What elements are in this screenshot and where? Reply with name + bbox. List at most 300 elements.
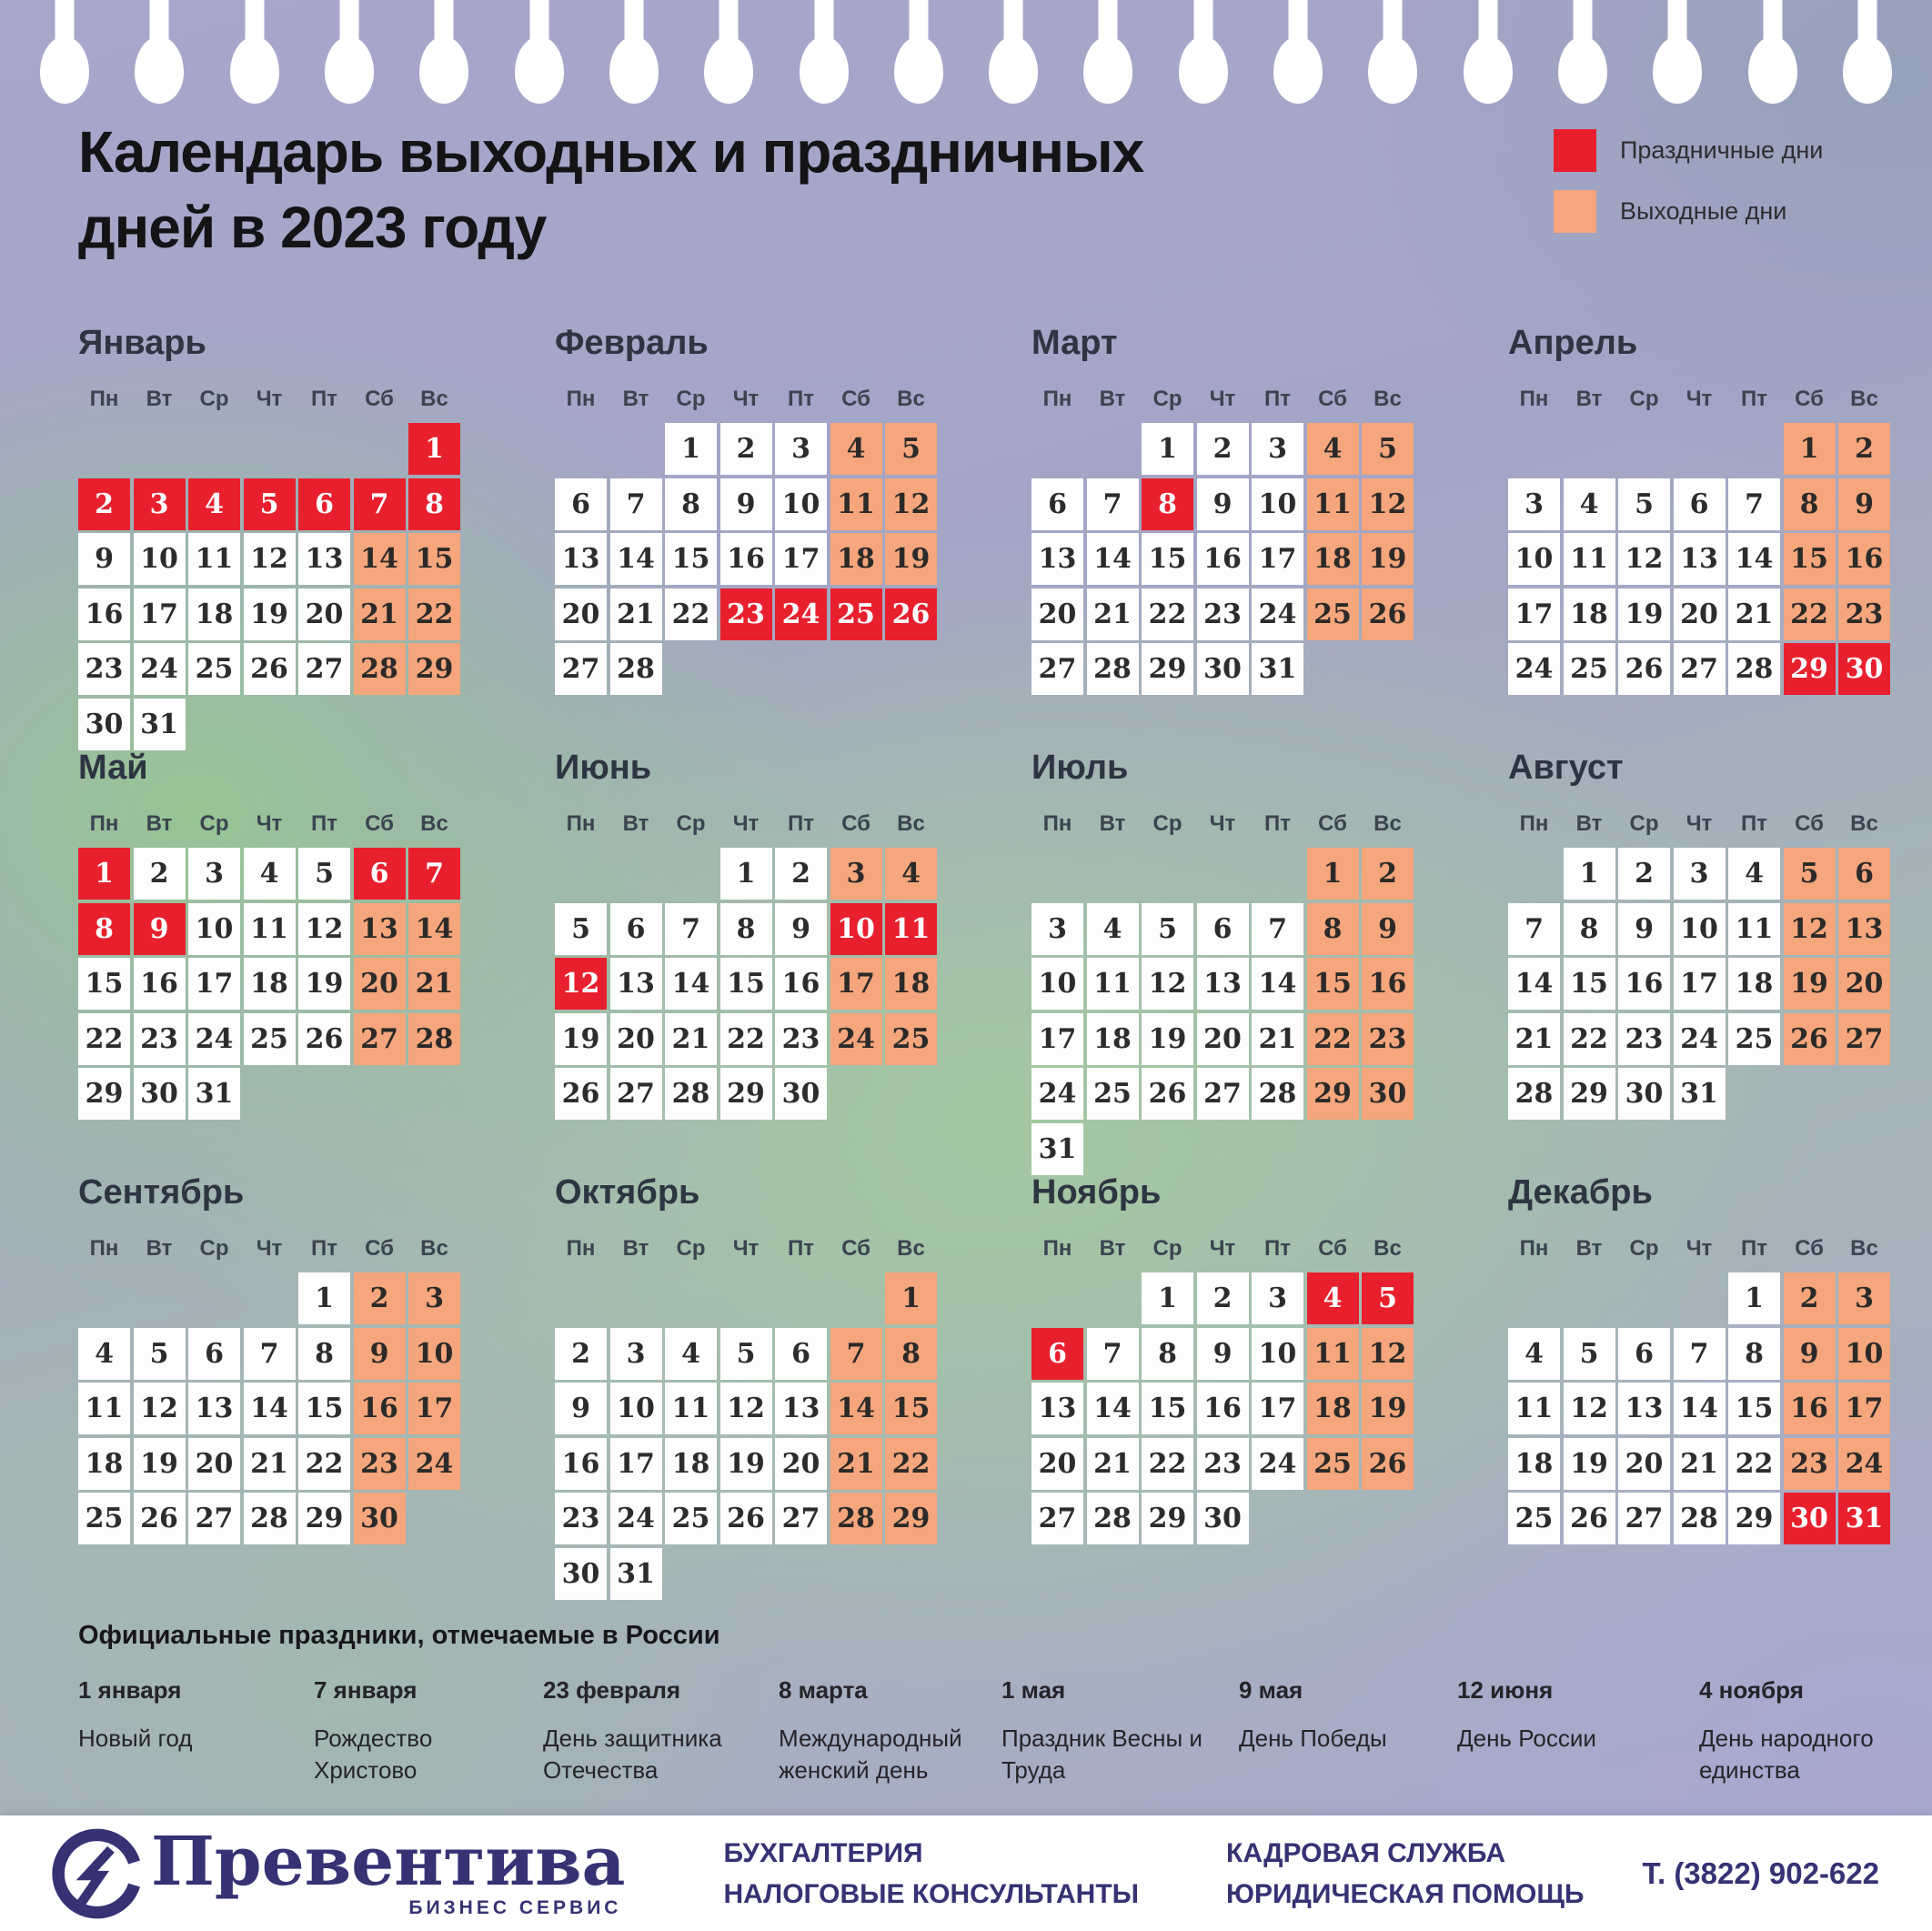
- day-cell-work: 2: [1618, 848, 1670, 900]
- day-cell-weekend: 12: [1362, 1328, 1414, 1380]
- day-cell-weekend: 18: [885, 958, 937, 1010]
- day-cell-work: 30: [134, 1068, 186, 1120]
- day-cell-work: 17: [188, 958, 240, 1010]
- day-cell-weekend: 27: [1838, 1013, 1890, 1065]
- day-cell-work: 15: [1728, 1383, 1780, 1434]
- day-cell-weekend: 16: [1838, 533, 1890, 585]
- binding-pin: [230, 0, 279, 104]
- day-cell-work: 30: [78, 699, 130, 750]
- day-cell-weekend: 8: [1784, 478, 1836, 530]
- day-cell-work: 27: [1031, 643, 1083, 695]
- weekday-label: Вт: [146, 387, 173, 411]
- day-cell-work: 1: [1142, 1272, 1193, 1324]
- day-cell-work: 27: [1197, 1068, 1249, 1120]
- day-cell-work: 20: [1618, 1438, 1670, 1490]
- weekday-label: Вт: [1099, 811, 1126, 836]
- weekday-label: Пт: [787, 387, 814, 411]
- footer: [0, 1815, 1932, 1931]
- day-cell-work: 5: [298, 848, 350, 900]
- legend-item-holidays: [1554, 129, 1854, 172]
- day-cell-work: 16: [775, 958, 827, 1010]
- day-cell-weekend: 20: [354, 958, 406, 1010]
- day-cell-holiday: 6: [298, 478, 350, 530]
- day-cell-work: 22: [78, 1013, 130, 1065]
- weekday-label: Сб: [841, 387, 870, 411]
- weekday-label: Вс: [1850, 1236, 1878, 1261]
- day-cell-weekend: 10: [1838, 1328, 1890, 1380]
- day-cell-work: 10: [188, 903, 240, 955]
- day-cell-work: 30: [775, 1068, 827, 1120]
- day-cell-work: 18: [665, 1438, 717, 1490]
- day-cell-work: 1: [720, 848, 772, 900]
- weekday-header-row: [78, 1236, 460, 1262]
- day-cell-weekend: 8: [1307, 903, 1359, 955]
- day-cell-work: 27: [555, 643, 607, 695]
- day-cell-work: 18: [244, 958, 296, 1010]
- day-cell-work: 21: [665, 1013, 717, 1065]
- days-grid: [1508, 1272, 1890, 1544]
- empty-cell: [78, 423, 130, 475]
- binding-pin: [704, 0, 753, 104]
- day-cell-work: 2: [1197, 1272, 1249, 1324]
- day-cell-work: 24: [1674, 1013, 1726, 1065]
- holiday-item: [779, 1676, 1001, 1786]
- preventiva-logo-icon: [51, 1826, 146, 1921]
- service-hr-legal: [1226, 1833, 1584, 1915]
- weekday-label: Сб: [841, 811, 870, 836]
- day-cell-weekend: 6: [1838, 848, 1890, 900]
- day-cell-work: 11: [244, 903, 296, 955]
- page-title-line1: Календарь выходных и праздничных: [78, 119, 1144, 185]
- day-cell-weekend: 13: [354, 903, 406, 955]
- day-cell-work: 10: [1674, 903, 1726, 955]
- day-cell-work: 11: [665, 1383, 717, 1434]
- day-cell-weekend: 9: [354, 1328, 406, 1380]
- empty-cell: [1197, 848, 1249, 900]
- day-cell-weekend: 25: [1307, 1438, 1359, 1490]
- empty-cell: [244, 423, 296, 475]
- day-cell-work: 22: [720, 1013, 772, 1065]
- day-cell-holiday: 23: [720, 588, 772, 640]
- weekday-label: Чт: [732, 811, 760, 836]
- weekday-header-row: [555, 387, 937, 412]
- day-cell-work: 15: [298, 1383, 350, 1434]
- day-cell-work: 10: [1252, 1328, 1303, 1380]
- month-september: [78, 1173, 460, 1598]
- day-cell-work: 17: [610, 1438, 662, 1490]
- day-cell-work: 28: [665, 1068, 717, 1120]
- day-cell-work: 1: [1142, 423, 1193, 475]
- weekday-label: Пт: [1263, 387, 1291, 411]
- day-cell-weekend: 20: [1838, 958, 1890, 1010]
- day-cell-work: 17: [1674, 958, 1726, 1010]
- day-cell-weekend: 19: [1362, 533, 1414, 585]
- weekday-label: Чт: [256, 811, 283, 836]
- day-cell-work: 19: [298, 958, 350, 1010]
- day-cell-work: 3: [775, 423, 827, 475]
- weekday-label: Ср: [1629, 811, 1659, 836]
- day-cell-work: 24: [1252, 1438, 1303, 1490]
- day-cell-work: 13: [188, 1383, 240, 1434]
- weekday-label: Пн: [1042, 811, 1072, 836]
- day-cell-work: 30: [1197, 643, 1249, 695]
- day-cell-work: 22: [1142, 1438, 1193, 1490]
- day-cell-work: 27: [1674, 643, 1726, 695]
- day-cell-weekend: 12: [885, 478, 937, 530]
- day-cell-weekend: 26: [1784, 1013, 1836, 1065]
- service-line: БУХГАЛТЕРИЯ: [723, 1837, 923, 1868]
- preventiva-logo: [51, 1822, 626, 1921]
- day-cell-work: 18: [1087, 1013, 1139, 1065]
- day-cell-work: 18: [1508, 1438, 1560, 1490]
- empty-cell: [78, 1272, 130, 1324]
- day-cell-work: 16: [78, 588, 130, 640]
- holiday-name: День России: [1457, 1725, 1596, 1752]
- day-cell-work: 28: [1728, 643, 1780, 695]
- weekday-header-row: [1031, 387, 1414, 412]
- day-cell-work: 21: [1087, 1438, 1139, 1490]
- day-cell-work: 3: [1031, 903, 1083, 955]
- day-cell-weekend: 18: [830, 533, 882, 585]
- binding-pin: [135, 0, 184, 104]
- weekday-label: Сб: [1795, 811, 1824, 836]
- day-cell-work: 25: [78, 1493, 130, 1544]
- empty-cell: [1618, 423, 1670, 475]
- day-cell-work: 22: [665, 588, 717, 640]
- month-title-august: Август: [1508, 749, 1624, 787]
- day-cell-work: 29: [720, 1068, 772, 1120]
- day-cell-weekend: 2: [1784, 1272, 1836, 1324]
- weekday-label: Пн: [1042, 387, 1072, 411]
- weekday-label: Чт: [256, 1236, 283, 1261]
- weekday-label: Сб: [365, 1236, 394, 1261]
- legend-label-weekends: Выходные дни: [1620, 197, 1787, 225]
- binding-pin: [609, 0, 659, 104]
- weekday-label: Чт: [1209, 811, 1236, 836]
- month-february: [555, 324, 937, 749]
- weekday-label: Ср: [1152, 811, 1182, 836]
- day-cell-work: 13: [1031, 533, 1083, 585]
- day-cell-work: 6: [555, 478, 607, 530]
- logo-subtext: БИЗНЕС СЕРВИС: [408, 1896, 622, 1918]
- day-cell-weekend: 17: [408, 1383, 460, 1434]
- day-cell-work: 9: [555, 1383, 607, 1434]
- day-cell-work: 25: [1087, 1068, 1139, 1120]
- day-cell-weekend: 16: [1362, 958, 1414, 1010]
- day-cell-weekend: 1: [885, 1272, 937, 1324]
- weekday-label: Пн: [89, 387, 119, 411]
- service-line: ЮРИДИЧЕСКАЯ ПОМОЩЬ: [1226, 1878, 1585, 1909]
- holiday-date: 1 января: [78, 1676, 182, 1704]
- empty-cell: [720, 1272, 772, 1324]
- day-cell-work: 6: [1197, 903, 1249, 955]
- day-cell-weekend: 3: [1838, 1272, 1890, 1324]
- day-cell-work: 4: [1508, 1328, 1560, 1380]
- day-cell-work: 16: [134, 958, 186, 1010]
- weekday-label: Вс: [897, 811, 925, 836]
- weekday-label: Вс: [897, 1236, 925, 1261]
- day-cell-weekend: 5: [885, 423, 937, 475]
- day-cell-holiday: 8: [408, 478, 460, 530]
- day-cell-work: 28: [1252, 1068, 1303, 1120]
- day-cell-weekend: 9: [1362, 903, 1414, 955]
- day-cell-work: 25: [1728, 1013, 1780, 1065]
- weekday-label: Пт: [310, 387, 337, 411]
- day-cell-work: 14: [1087, 533, 1139, 585]
- month-title-march: Март: [1031, 324, 1118, 362]
- day-cell-work: 7: [1252, 903, 1303, 955]
- months-grid: [78, 324, 1890, 1598]
- empty-cell: [665, 1272, 717, 1324]
- weekday-header-row: [78, 811, 460, 837]
- day-cell-work: 27: [1618, 1493, 1670, 1544]
- day-cell-work: 13: [1031, 1383, 1083, 1434]
- day-cell-work: 29: [1564, 1068, 1615, 1120]
- day-cell-work: 11: [1728, 903, 1780, 955]
- binding-pin: [800, 0, 849, 104]
- day-cell-work: 19: [720, 1438, 772, 1490]
- day-cell-work: 24: [1031, 1068, 1083, 1120]
- day-cell-work: 26: [1618, 643, 1670, 695]
- day-cell-weekend: 16: [354, 1383, 406, 1434]
- day-cell-holiday: 1: [78, 848, 130, 900]
- weekday-label: Сб: [1318, 387, 1347, 411]
- day-cell-holiday: 7: [354, 478, 406, 530]
- day-cell-holiday: 26: [885, 588, 937, 640]
- weekday-label: Ср: [199, 1236, 229, 1261]
- day-cell-work: 27: [1031, 1493, 1083, 1544]
- day-cell-weekend: 14: [830, 1383, 882, 1434]
- empty-cell: [1728, 423, 1780, 475]
- day-cell-weekend: 9: [1838, 478, 1890, 530]
- day-cell-work: 15: [720, 958, 772, 1010]
- day-cell-weekend: 24: [1838, 1438, 1890, 1490]
- day-cell-weekend: 10: [408, 1328, 460, 1380]
- weekday-header-row: [555, 1236, 937, 1262]
- weekday-header-row: [1031, 1236, 1414, 1262]
- day-cell-holiday: 24: [775, 588, 827, 640]
- weekday-label: Пн: [566, 1236, 596, 1261]
- day-cell-work: 3: [610, 1328, 662, 1380]
- weekday-label: Сб: [365, 811, 394, 836]
- day-cell-holiday: 7: [408, 848, 460, 900]
- day-cell-weekend: 25: [885, 1013, 937, 1065]
- empty-cell: [775, 1272, 827, 1324]
- day-cell-weekend: 29: [1307, 1068, 1359, 1120]
- day-cell-work: 20: [610, 1013, 662, 1065]
- day-cell-work: 21: [1252, 1013, 1303, 1065]
- day-cell-work: 28: [1087, 1493, 1139, 1544]
- day-cell-weekend: 15: [885, 1383, 937, 1434]
- day-cell-weekend: 12: [1362, 478, 1414, 530]
- day-cell-work: 31: [188, 1068, 240, 1120]
- day-cell-work: 14: [610, 533, 662, 585]
- binding-pin: [1273, 0, 1323, 104]
- day-cell-weekend: 29: [885, 1493, 937, 1544]
- day-cell-work: 31: [610, 1548, 662, 1600]
- weekday-label: Пт: [1740, 811, 1767, 836]
- day-cell-weekend: 24: [408, 1438, 460, 1490]
- month-title-may: Май: [78, 749, 148, 787]
- weekday-label: Чт: [1685, 1236, 1713, 1261]
- day-cell-work: 5: [1618, 478, 1670, 530]
- phone-number: Т. (3822) 902-622: [1642, 1856, 1879, 1890]
- day-cell-work: 24: [1252, 588, 1303, 640]
- day-cell-weekend: 15: [408, 533, 460, 585]
- day-cell-work: 21: [1728, 588, 1780, 640]
- holiday-item: [543, 1676, 779, 1786]
- day-cell-work: 8: [665, 478, 717, 530]
- day-cell-work: 1: [1564, 848, 1615, 900]
- binding-pin: [40, 0, 89, 104]
- day-cell-work: 3: [1252, 1272, 1303, 1324]
- day-cell-work: 18: [1564, 588, 1615, 640]
- day-cell-work: 20: [775, 1438, 827, 1490]
- day-cell-work: 5: [555, 903, 607, 955]
- day-cell-work: 11: [1564, 533, 1615, 585]
- day-cell-weekend: 2: [1362, 848, 1414, 900]
- day-cell-work: 12: [1142, 958, 1193, 1010]
- weekday-label: Чт: [1209, 1236, 1236, 1261]
- day-cell-weekend: 23: [1838, 588, 1890, 640]
- day-cell-work: 9: [775, 903, 827, 955]
- day-cell-work: 19: [555, 1013, 607, 1065]
- day-cell-weekend: 11: [1307, 478, 1359, 530]
- weekday-label: Вт: [146, 1236, 173, 1261]
- binding-pin: [894, 0, 943, 104]
- empty-cell: [134, 1272, 186, 1324]
- day-cell-weekend: 15: [1784, 533, 1836, 585]
- day-cell-weekend: 4: [1307, 423, 1359, 475]
- month-title-june: Июнь: [555, 749, 652, 787]
- binding-pin: [1179, 0, 1228, 104]
- day-cell-work: 29: [298, 1493, 350, 1544]
- weekday-label: Пт: [310, 1236, 337, 1261]
- weekday-label: Пн: [1519, 387, 1549, 411]
- legend-item-weekends: [1554, 190, 1854, 233]
- day-cell-work: 17: [134, 588, 186, 640]
- logo-text-block: [151, 1822, 626, 1919]
- empty-cell: [1508, 423, 1560, 475]
- day-cell-work: 15: [1142, 1383, 1193, 1434]
- days-grid: [555, 423, 937, 695]
- days-grid: [78, 423, 460, 750]
- day-cell-weekend: 22: [1307, 1013, 1359, 1065]
- official-holidays-list: [78, 1676, 1896, 1786]
- day-cell-work: 18: [78, 1438, 130, 1490]
- holiday-item: [1239, 1676, 1457, 1786]
- weekday-label: Сб: [1795, 387, 1824, 411]
- day-cell-weekend: 22: [1784, 588, 1836, 640]
- day-cell-work: 13: [555, 533, 607, 585]
- weekday-label: Пн: [566, 387, 596, 411]
- day-cell-holiday: 5: [1362, 1272, 1414, 1324]
- day-cell-work: 15: [665, 533, 717, 585]
- day-cell-work: 3: [1674, 848, 1726, 900]
- day-cell-work: 14: [665, 958, 717, 1010]
- legend-label-holidays: Праздничные дни: [1620, 136, 1824, 164]
- empty-cell: [134, 423, 186, 475]
- month-august: [1508, 749, 1890, 1173]
- day-cell-work: 16: [1197, 1383, 1249, 1434]
- day-cell-holiday: 8: [1142, 478, 1193, 530]
- weekday-label: Пн: [89, 811, 119, 836]
- holiday-name: Новый год: [78, 1725, 193, 1752]
- day-cell-work: 7: [1728, 478, 1780, 530]
- holiday-item: [1001, 1676, 1239, 1786]
- binding-pin: [325, 0, 374, 104]
- holiday-date: 4 ноября: [1699, 1676, 1804, 1704]
- day-cell-work: 16: [555, 1438, 607, 1490]
- day-cell-weekend: 22: [885, 1438, 937, 1490]
- day-cell-work: 12: [1618, 533, 1670, 585]
- day-cell-work: 22: [298, 1438, 350, 1490]
- day-cell-work: 28: [1674, 1493, 1726, 1544]
- day-cell-work: 5: [1142, 903, 1193, 955]
- empty-cell: [1564, 1272, 1615, 1324]
- day-cell-work: 6: [1674, 478, 1726, 530]
- empty-cell: [1087, 423, 1139, 475]
- day-cell-work: 8: [1728, 1328, 1780, 1380]
- month-july: [1031, 749, 1414, 1173]
- day-cell-weekend: 19: [1784, 958, 1836, 1010]
- day-cell-work: 20: [188, 1438, 240, 1490]
- day-cell-work: 28: [1087, 643, 1139, 695]
- day-cell-work: 1: [665, 423, 717, 475]
- day-cell-work: 19: [1618, 588, 1670, 640]
- binding-pin: [1653, 0, 1702, 104]
- day-cell-work: 24: [134, 643, 186, 695]
- day-cell-work: 25: [1508, 1493, 1560, 1544]
- day-cell-holiday: 5: [244, 478, 296, 530]
- binding-pin: [1843, 0, 1892, 104]
- days-grid: [555, 848, 937, 1120]
- page-title-line2: дней в 2023 году: [78, 195, 547, 261]
- day-cell-work: 21: [244, 1438, 296, 1490]
- empty-cell: [298, 423, 350, 475]
- empty-cell: [1087, 848, 1139, 900]
- day-cell-work: 13: [1197, 958, 1249, 1010]
- day-cell-work: 6: [1031, 478, 1083, 530]
- day-cell-work: 20: [1031, 1438, 1083, 1490]
- service-line: КАДРОВАЯ СЛУЖБА: [1226, 1837, 1506, 1868]
- day-cell-work: 9: [78, 533, 130, 585]
- day-cell-weekend: 27: [354, 1013, 406, 1065]
- day-cell-weekend: 14: [354, 533, 406, 585]
- days-grid: [1031, 848, 1414, 1175]
- logo-text: Превентива: [151, 1822, 626, 1901]
- day-cell-weekend: 29: [408, 643, 460, 695]
- weekday-label: Вт: [1099, 387, 1126, 411]
- day-cell-work: 14: [1674, 1383, 1726, 1434]
- day-cell-weekend: 25: [1307, 588, 1359, 640]
- weekday-label: Вс: [1374, 387, 1402, 411]
- days-grid: [78, 848, 460, 1120]
- month-november: [1031, 1173, 1414, 1598]
- day-cell-weekend: 5: [1784, 848, 1836, 900]
- day-cell-work: 27: [610, 1068, 662, 1120]
- day-cell-work: 29: [1142, 1493, 1193, 1544]
- weekday-label: Ср: [676, 387, 706, 411]
- day-cell-work: 17: [1252, 1383, 1303, 1434]
- weekday-header-row: [1508, 811, 1890, 837]
- day-cell-work: 12: [298, 903, 350, 955]
- day-cell-work: 8: [298, 1328, 350, 1380]
- day-cell-work: 31: [1674, 1068, 1726, 1120]
- day-cell-weekend: 1: [1307, 848, 1359, 900]
- holiday-color-swatch: [1554, 129, 1596, 172]
- weekday-label: Вт: [622, 387, 649, 411]
